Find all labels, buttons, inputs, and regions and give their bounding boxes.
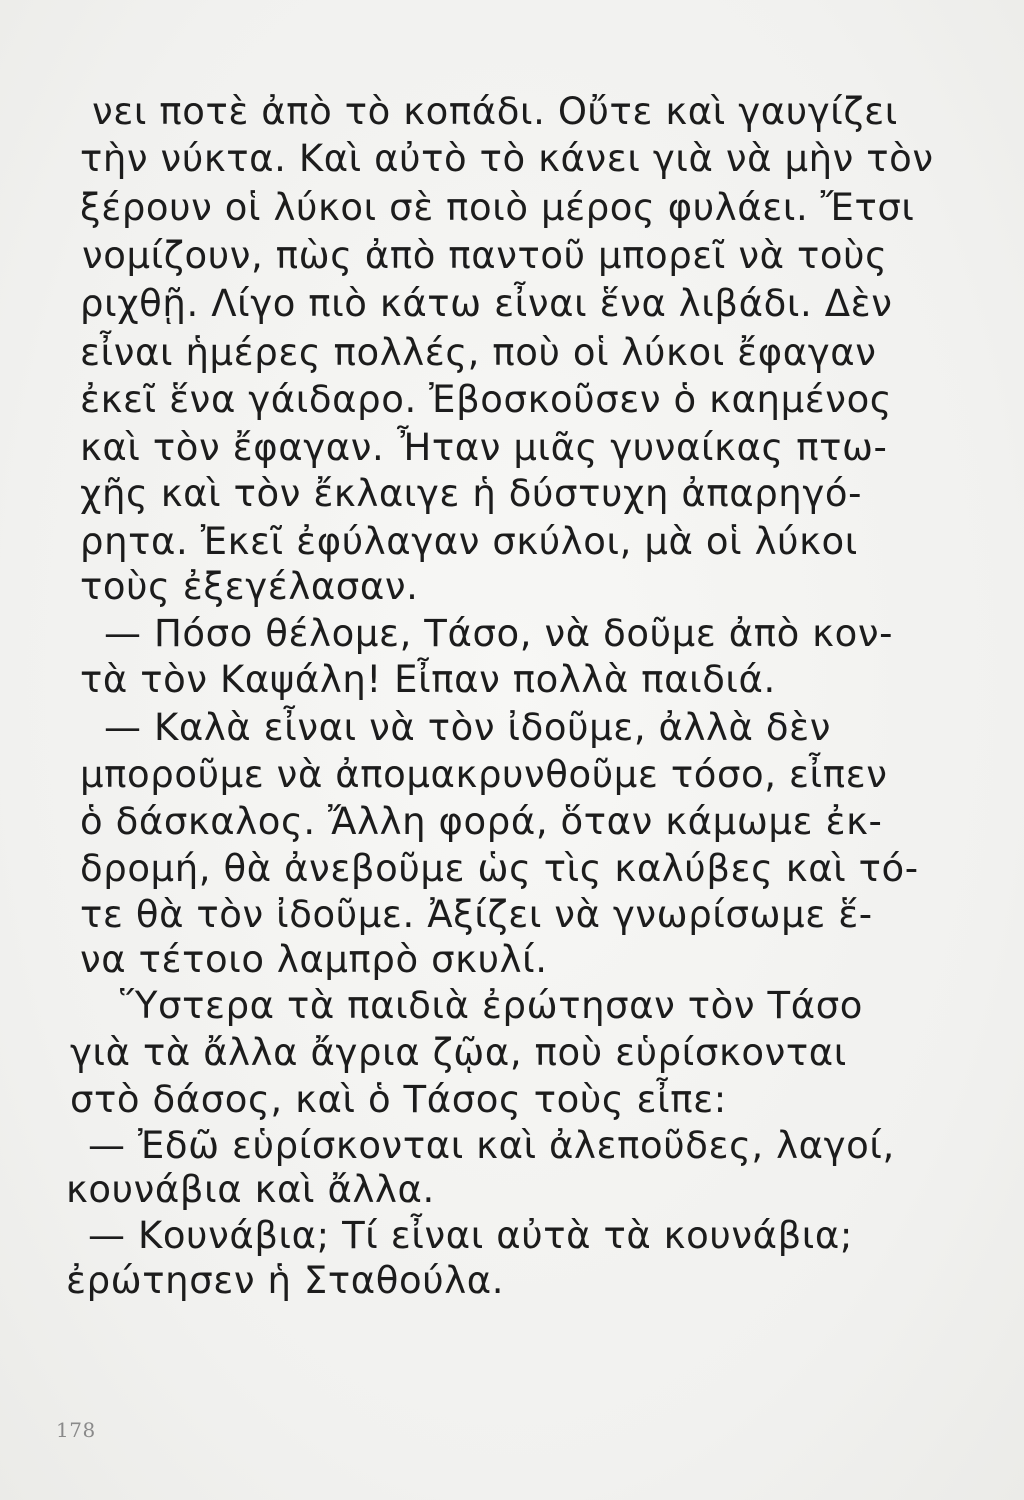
text-line: ὁ δάσκαλος. Ἄλλη φορά, ὅταν κάμωμε ἐκ- xyxy=(80,800,883,843)
text-line: εἶναι ἡμέρες πολλές, ποὺ οἱ λύκοι ἔφαγαν xyxy=(80,331,877,374)
text-line: τοὺς ἐξεγέλασαν. xyxy=(80,565,419,608)
text-line: νει ποτὲ ἀπὸ τὸ κοπάδι. Οὔτε καὶ γαυγίζει xyxy=(92,90,898,133)
text-line: τὴν νύκτα. Καὶ αὐτὸ τὸ κάνει γιὰ νὰ μὴν τὸν xyxy=(80,137,934,180)
text-line: ξέρουν οἱ λύκοι σὲ ποιὸ μέρος φυλάει. Ἔτσι xyxy=(80,186,915,229)
page-number: 178 xyxy=(56,1418,96,1442)
text-line: γιὰ τὰ ἄλλα ἄγρια ζῷα, ποὺ εὑρίσκονται xyxy=(70,1031,847,1074)
text-line: ἐκεῖ ἕνα γάιδαρο. Ἐβοσκοῦσεν ὁ καημένος xyxy=(80,378,893,421)
text-line: να τέτοιο λαμπρὸ σκυλί. xyxy=(80,938,548,981)
text-line: μποροῦμε νὰ ἀπομακρυνθοῦμε τόσο, εἶπεν xyxy=(80,753,888,796)
text-line: ριχθῇ. Λίγο πιὸ κάτω εἶναι ἕνα λιβάδι. Δὲν xyxy=(80,282,893,325)
text-line: — Κουνάβια; Τί εἶναι αὐτὰ τὰ κουνάβια; xyxy=(88,1214,853,1257)
text-line: στὸ δάσος, καὶ ὁ Τάσος τοὺς εἶπε: xyxy=(70,1078,727,1121)
text-line: Ὕστερα τὰ παιδιὰ ἐρώτησαν τὸν Τάσο xyxy=(120,984,864,1027)
text-line: ἐρώτησεν ἡ Σταθούλα. xyxy=(66,1259,505,1302)
text-line: τὰ τὸν Καψάλη! Εἶπαν πολλὰ παιδιά. xyxy=(80,658,776,701)
text-line: — Πόσο θέλομε, Τάσο, νὰ δοῦμε ἀπὸ κον- xyxy=(104,612,894,655)
text-line: — Ἐδῶ εὑρίσκονται καὶ ἀλεποῦδες, λαγοί, xyxy=(88,1124,895,1167)
text-line: νομίζουν, πὼς ἀπὸ παντοῦ μπορεῖ νὰ τοὺς xyxy=(82,234,888,277)
text-line: τε θὰ τὸν ἰδοῦμε. Ἀξίζει νὰ γνωρίσωμε ἕ- xyxy=(80,893,873,936)
text-line: δρομή, θὰ ἀνεβοῦμε ὡς τὶς καλύβες καὶ τό- xyxy=(80,847,919,890)
text-line: καὶ τὸν ἔφαγαν. Ἦταν μιᾶς γυναίκας πτω- xyxy=(80,426,888,469)
text-line: — Καλὰ εἶναι νὰ τὸν ἰδοῦμε, ἀλλὰ δὲν xyxy=(104,706,831,749)
text-line: κουνάβια καὶ ἄλλα. xyxy=(66,1168,435,1211)
text-line: ρητα. Ἐκεῖ ἐφύλαγαν σκύλοι, μὰ οἱ λύκοι xyxy=(80,520,858,563)
text-line: χῆς καὶ τὸν ἔκλαιγε ἡ δύστυχη ἀπαρηγό- xyxy=(80,472,863,515)
